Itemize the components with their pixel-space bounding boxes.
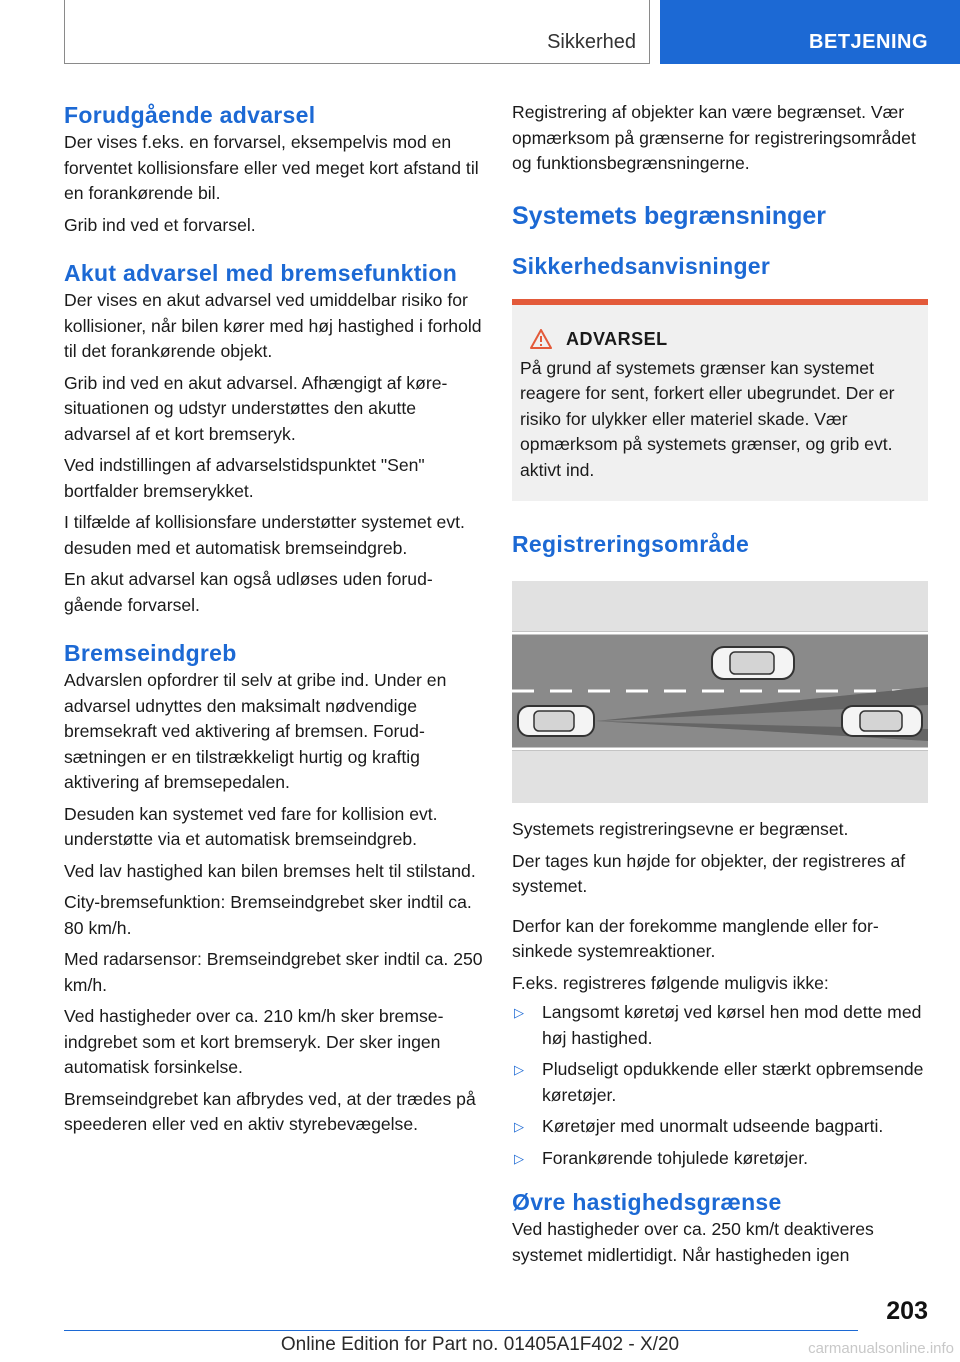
heading-registreringsomraade: Registreringsområde xyxy=(512,531,750,557)
list-item: ▷ Køretøjer med unormalt udseende bagparti. xyxy=(512,1114,928,1140)
triangle-bullet-icon: ▷ xyxy=(514,1150,524,1166)
paragraph: Ved indstillingen af advarselstidspunktet "Sen" bortfalder bremserykket. xyxy=(64,455,425,501)
heading-oevre-hastighedsgraense: Øvre hastighedsgrænse xyxy=(512,1189,782,1215)
warning-triangle-icon xyxy=(530,329,552,349)
paragraph: Registrering af objekter kan være begrænset. Vær opmærksom på grænserne for registreringsområdet og funktionsbegrænsningerne. xyxy=(512,102,916,173)
car-icon xyxy=(518,706,594,736)
undetected-objects-list xyxy=(512,1000,928,1171)
paragraph: Grib ind ved et forvarsel. xyxy=(64,214,256,235)
heading-akut-advarsel: Akut advarsel med bremsefunktion xyxy=(64,260,458,286)
paragraph: Med radarsensor: Bremseindgrebet sker indtil ca. 250 km/h. xyxy=(64,949,483,995)
heading-bremseindgreb: Bremseindgreb xyxy=(64,640,237,666)
list-item: ▷ Pludseligt opdukkende eller stærkt opbremsende køretøjer. xyxy=(514,1059,924,1105)
paragraph: City-bremsefunktion: Bremseindgrebet sker indtil ca. 80 km/h. xyxy=(64,892,472,938)
left-column xyxy=(64,100,484,1138)
paragraph: I tilfælde af kollisionsfare understøtter systemet evt. desuden med et automatisk bremseindgreb. xyxy=(64,512,465,558)
paragraph: Advarslen opfordrer til selv at gribe ind. Under en advarsel udnyttes den maksimalt nødvendige bremsekraft ved aktivering af bremsen. Forudsætningen er en tilstrækkeligt hurtig og kraftig aktivering af bremsepedalen. xyxy=(64,670,447,792)
car-icon xyxy=(712,647,794,679)
triangle-bullet-icon: ▷ xyxy=(514,1005,524,1020)
paragraph: Derfor kan der forekomme manglende eller forsinkede systemreaktioner. xyxy=(512,915,879,961)
page-number: 203 xyxy=(886,1297,928,1325)
heading-systemets-begraensninger: Systemets begrænsninger xyxy=(512,201,826,230)
paragraph: Der vises en akut advarsel ved umiddelbar risiko for kollisioner, når bilen kører med høj hastighed i forhold til det forankørende objekt. xyxy=(64,290,482,361)
paragraph: Grib ind ved en akut advarsel. Afhængigt af køresituationen og udstyr understøttes den akutte advarsel af et kort bremseryk. xyxy=(64,372,448,444)
car-icon xyxy=(842,706,922,736)
list-item: ▷ Forankørende tohjulede køretøjer. xyxy=(512,1146,928,1172)
warning-text: På grund af systemets grænser kan systemet reagere for sent, forkert eller ubegrundet. Der er risiko for ulykker eller materiel skade. Vær opmærksom på systemets grænser, og grib evt. aktivt ind. xyxy=(520,357,895,480)
paragraph: Ved hastigheder over ca. 210 km/h sker bremseindgrebet som et kort bremseryk. Der sker ingen automatisk forsinkelse. xyxy=(64,1006,444,1077)
paragraph: Der vises f.eks. en forvarsel, eksempelvis mod en forventet kollisionsfare eller ved meget kort afstand til en forankørende bil. xyxy=(64,132,479,203)
paragraph: Systemets registreringsevne er begrænset. xyxy=(512,819,849,839)
list-item: ▷ Langsomt køretøj ved kørsel hen mod dette med høj hastighed. xyxy=(514,1002,922,1048)
paragraph: En akut advarsel kan også udløses uden forudgående forvarsel. xyxy=(64,569,433,615)
paragraph: Desuden kan systemet ved fare for kollision evt. understøtte via et automatisk bremseindgreb. xyxy=(64,803,438,849)
paragraph: Bremseindgrebet kan afbrydes ved, at der trædes på speederen eller ved en aktiv styrebevægelse. xyxy=(64,1088,476,1134)
paragraph: Der tages kun højde for objekter, der registreres af systemet. xyxy=(512,850,906,896)
header-chapter: BETJENING xyxy=(660,0,960,64)
header-section: Sikkerhed xyxy=(547,31,636,53)
road-illustration xyxy=(512,581,928,803)
watermark: carmanualsonline.info xyxy=(808,1340,954,1357)
warning-title: ADVARSEL xyxy=(566,328,668,349)
warning-box xyxy=(512,299,928,502)
paragraph: Ved hastigheder over ca. 250 km/t deaktiveres systemet midlertidigt. Når hastigheden igen xyxy=(512,1219,874,1265)
paragraph: Ved lav hastighed kan bilen bremses helt til stilstand. xyxy=(64,860,476,881)
footer-edition: Online Edition for Part no. 01405A1F402 - X/20 xyxy=(280,1334,680,1355)
triangle-bullet-icon: ▷ xyxy=(514,1062,524,1077)
heading-forudgaaende: Forudgående advarsel xyxy=(64,102,316,128)
footer-divider xyxy=(64,1330,858,1331)
right-column xyxy=(512,100,928,1268)
detection-area-illustration xyxy=(512,581,928,803)
heading-sikkerhedsanvisninger: Sikkerhedsanvisninger xyxy=(512,252,771,279)
triangle-bullet-icon: ▷ xyxy=(514,1119,524,1134)
paragraph: F.eks. registreres følgende muligvis ikke: xyxy=(512,972,829,993)
